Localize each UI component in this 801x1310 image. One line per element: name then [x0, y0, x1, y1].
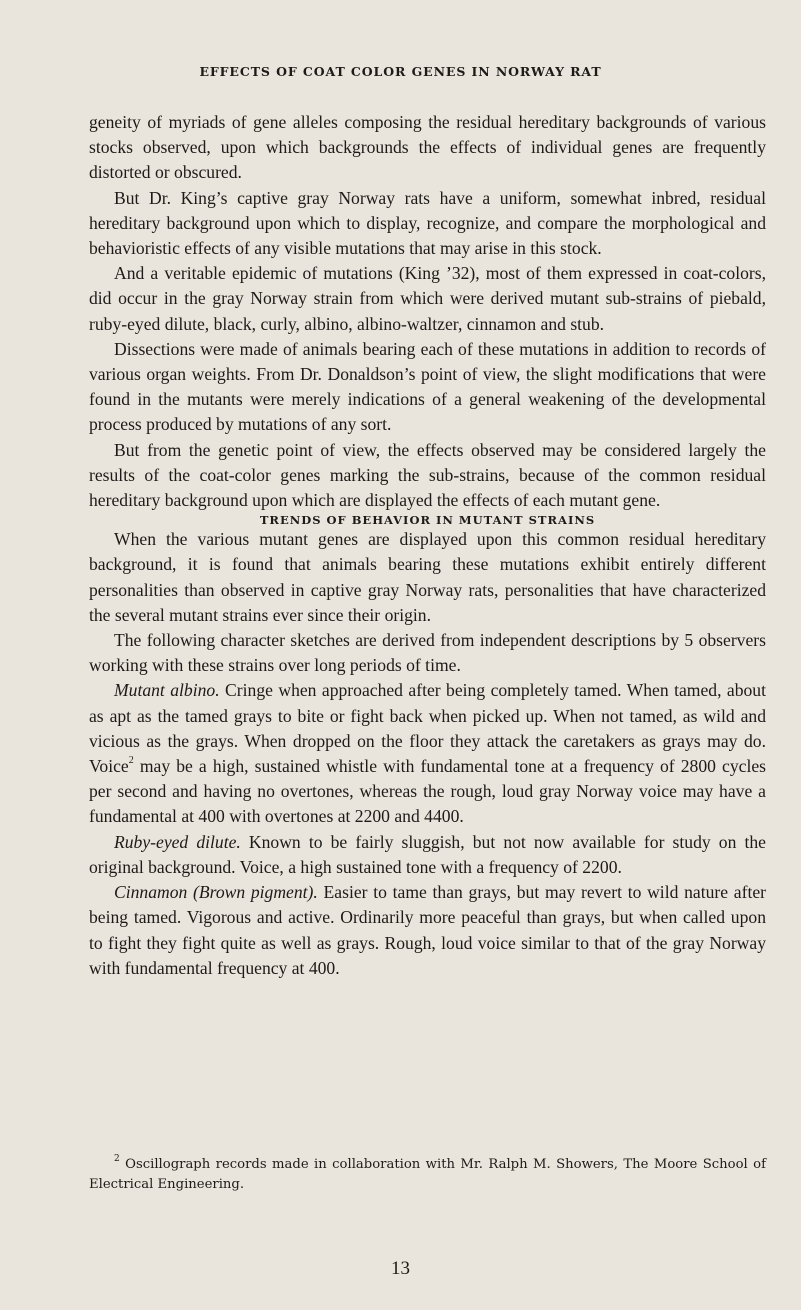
cinnamon-lead: Cinnamon (Brown pigment).	[114, 882, 318, 903]
footnote-text: Oscillograph records made in collaboration with Mr. Ralph M. Showers, The Moore School of Electrical Engineering.	[89, 1157, 766, 1192]
running-head: EFFECTS OF COAT COLOR GENES IN NORWAY RAT	[199, 64, 602, 79]
page-number: 13	[391, 1258, 410, 1279]
paragraph-cinnamon	[89, 880, 766, 981]
paragraph-king-background: But Dr. King’s captive gray Norway rats have a uniform, somewhat inbred, residual hereditary background upon which to display, recognize, and compare the morphological and behavioristic effects of any visible mutations that may arise in this stock.	[89, 187, 766, 259]
albino-lead: Mutant albino.	[114, 680, 220, 701]
paragraph-genetic-view: But from the genetic point of view, the effects observed may be considered largely the results of the coat-color genes marking the sub-strains, because of the common residual hereditary background upon which are displayed the effects of each mutant gene.	[89, 439, 766, 511]
ruby-text: Known to be fairly sluggish, but not now available for study on the original background. Voice, a high sustained tone with a frequency of 2200.	[89, 831, 766, 877]
section-heading: TRENDS OF BEHAVIOR IN MUTANT STRAINS	[259, 513, 596, 528]
albino-text-a: Cringe when approached after being completely tamed. When tamed, about as apt as the tamed grays to bite or fight back when picked up. When not tamed, as wild and vicious as the grays. When dropped on the floor they attack the caretakers as grays may do. Voice	[89, 680, 766, 777]
albino-text-b: may be a high, sustained whistle with fundamental tone at a frequency of 2800 cycles per second and having no overtones, whereas the rough, loud gray Norway voice may have a fundamental at 400 with overtones at 2200 and 4400.	[89, 756, 766, 827]
ruby-lead: Ruby-eyed dilute.	[114, 831, 241, 852]
paragraph-continued: geneity of myriads of gene alleles composing the residual hereditary backgrounds of various stocks observed, upon which backgrounds the effects of individual genes are frequently distorted or obscured.	[89, 112, 766, 183]
paragraph-mutation-epidemic: And a veritable epidemic of mutations (King ’32), most of them expressed in coat-colors, did occur in the gray Norway strain from which were derived mutant sub-strains of piebald, ruby-eyed dilute, black, curly, albino, albino-waltzer, cinnamon and stub.	[89, 263, 766, 334]
cinnamon-text: Easier to tame than grays, but may revert to wild nature after being tamed. Vigorous and active. Ordinarily more peaceful than grays, but when called upon to fight they fight quite as well as grays. Rough, loud voice similar to that of the gray Norway with fundamental frequency at 400.	[89, 882, 766, 978]
footnote-marker: 2	[114, 1153, 120, 1164]
footnote	[89, 1155, 766, 1195]
paragraph-albino	[89, 678, 766, 829]
body-text	[89, 110, 766, 981]
footnote-ref: 2	[128, 755, 134, 767]
paragraph-character-sketches: The following character sketches are derived from independent descriptions by 5 observers working with these strains over long periods of time.	[89, 630, 766, 676]
paragraph-mutant-genes: When the various mutant genes are displayed upon this common residual hereditary background, it is found that animals bearing these mutations exhibit entirely different personalities than observed in captive gray Norway rats, personalities that have characterized the several mutant strains ever since their origin.	[89, 529, 766, 625]
paragraph-ruby-eyed-dilute	[89, 830, 766, 880]
paragraph-dissections: Dissections were made of animals bearing each of these mutations in addition to records of various organ weights. From Dr. Donaldson’s point of view, the slight modifications that were found in the mutants were merely indications of a general weakening of the developmental process produced by mutations of any sort.	[89, 338, 766, 435]
